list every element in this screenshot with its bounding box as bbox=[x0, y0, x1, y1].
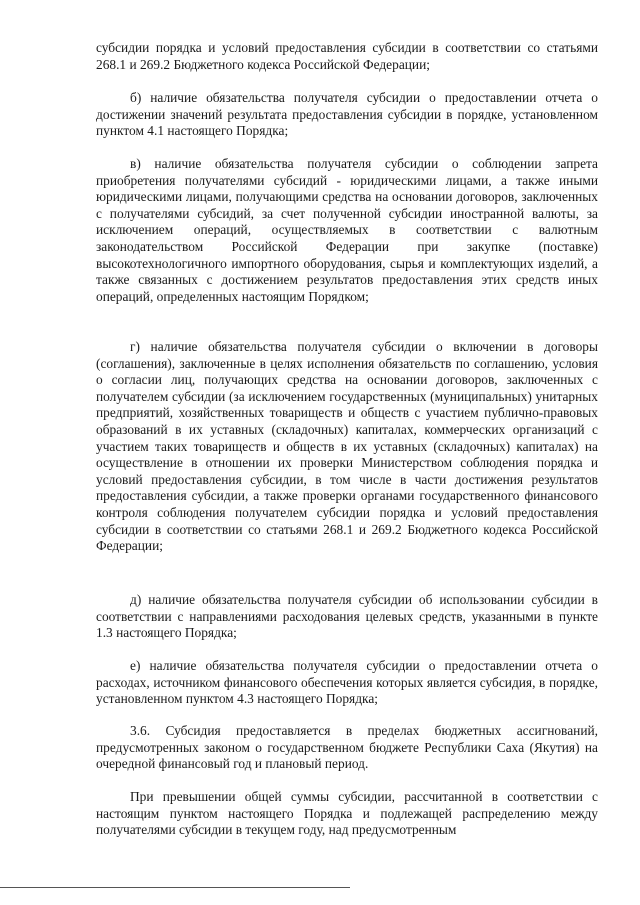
paragraph-excess: При превышении общей суммы субсидии, рассчитанной в соответствии с настоящим пунктом настоящего Порядка и подлежащей распределению между получателями субсидии в текущем году, над предусмотренным bbox=[96, 789, 598, 838]
paragraph-e: е) наличие обязательства получателя субсидии о предоставлении отчета о расходах, источником финансового обеспечения которых является субсидия, в порядке, установленном пунктом 4.3 настоящего Порядка; bbox=[96, 658, 598, 707]
paragraph-continuation: субсидии порядка и условий предоставления субсидии в соответствии со статьями 268.1 и 269.2 Бюджетного кодекса Российской Федерации; bbox=[96, 40, 598, 72]
footer-rule bbox=[0, 887, 350, 888]
paragraph-d: д) наличие обязательства получателя субсидии об использовании субсидии в соответствии с направлениями расходования целевых средств, указанными в пункте 1.3 настоящего Порядка; bbox=[96, 592, 598, 641]
paragraph-v: в) наличие обязательства получателя субсидии о соблюдении запрета приобретения получателями субсидий - юридическими лицами, а также иными юридическими лицами, получающими средства на основании договоров, заключенных с получателями субсидий, за счет полученной субсидии иностранной валюты, за исключением операций, осуществляемых в соответствии с валютным законодательством Российской Федерации при закупке (поставке) высокотехнологичного импортного оборудования, сырья и комплектующих изделий, а также связанных с достижением результатов предоставления этих средств иных операций, определенных настоящим Порядком; bbox=[96, 156, 598, 304]
paragraph-3-6: 3.6. Субсидия предоставляется в пределах бюджетных ассигнований, предусмотренных законом о государственном бюджете Республики Саха (Якутия) на очередной финансовый год и плановый период. bbox=[96, 723, 598, 772]
paragraph-g: г) наличие обязательства получателя субсидии о включении в договоры (соглашения), заключенные в целях исполнения обязательств по соглашению, условия о согласии лиц, получающих средства на основании договоров, заключенных с получателем субсидии (за исключением государственных (муниципальных) унитарных предприятий, хозяйственных товариществ и обществ с участием публично-правовых образований в их уставных (складочных) капиталах, коммерческих организаций с участием таких товариществ и обществ в их уставных (складочных) капиталах) на осуществление в отношении их проверки Министерством соблюдения порядка и условий предоставления субсидии, в том числе в части достижения результатов предоставления субсидии, а также проверки органами государственного финансового контроля соблюдения получателем субсидии порядка и условий предоставления субсидии в соответствии со статьями 268.1 и 269.2 Бюджетного кодекса Российской Федерации; bbox=[96, 339, 598, 554]
paragraph-b: б) наличие обязательства получателя субсидии о предоставлении отчета о достижении значений результата предоставления субсидии в порядке, установленном пунктом 4.1 настоящего Порядка; bbox=[96, 90, 598, 139]
